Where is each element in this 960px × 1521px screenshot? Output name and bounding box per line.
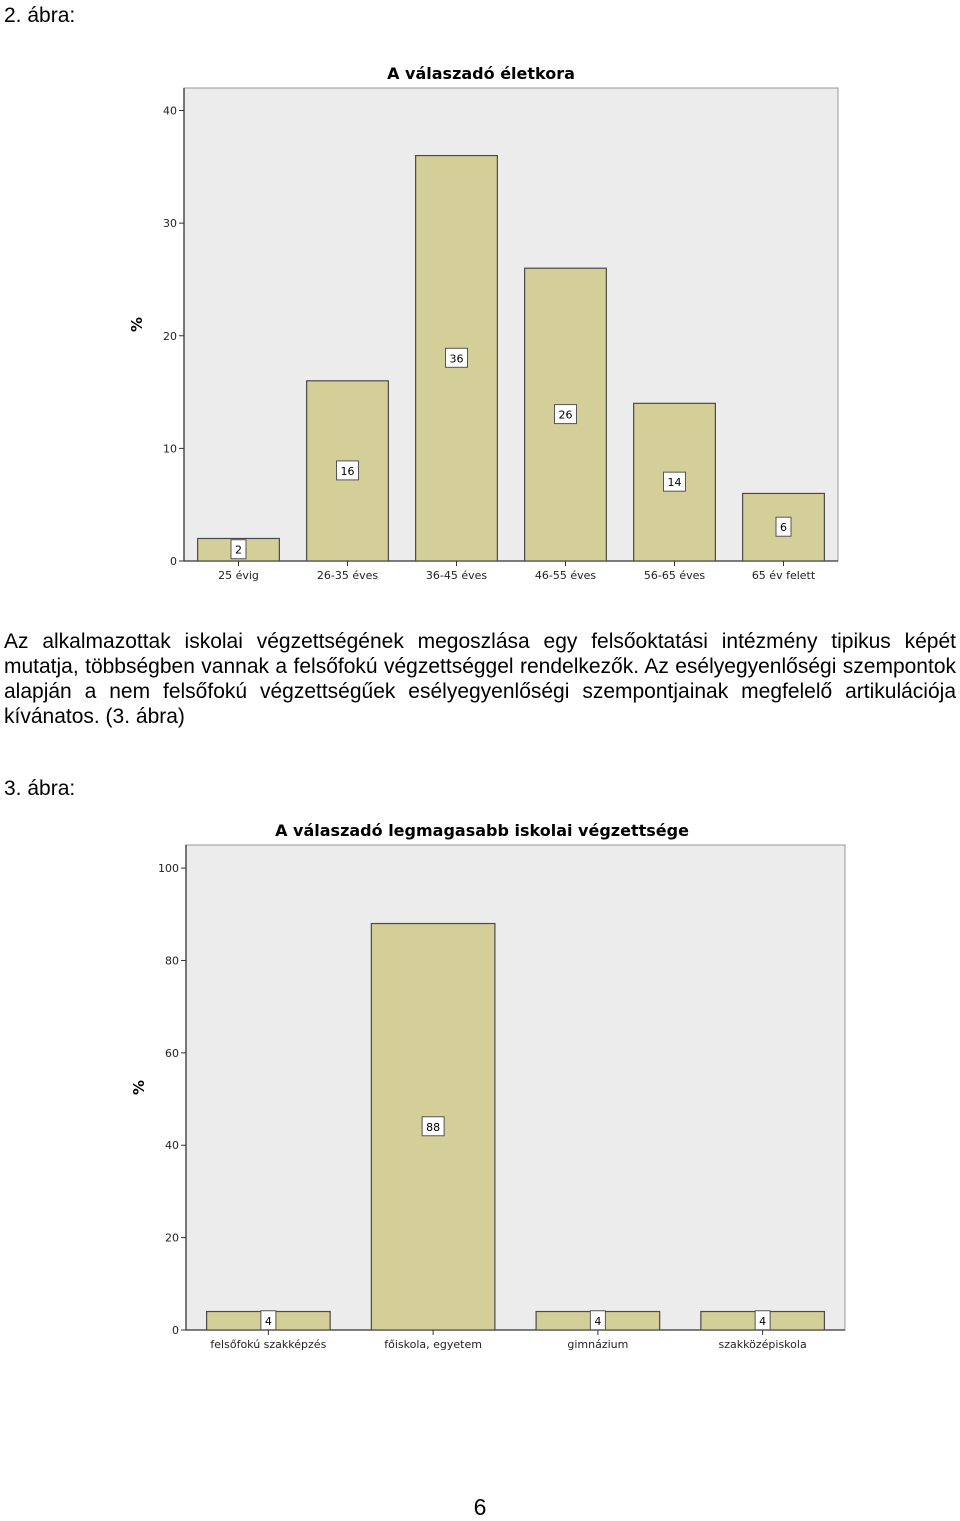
x-tick-label: főiskola, egyetem <box>384 1338 482 1351</box>
y-tick-label: 20 <box>163 329 177 343</box>
y-tick-label: 0 <box>170 555 177 568</box>
x-tick-label: 65 év felett <box>751 569 816 582</box>
data-label: 4 <box>759 1314 767 1328</box>
data-label: 88 <box>426 1120 441 1134</box>
x-tick-label: 36-45 éves <box>425 569 488 582</box>
x-tick-label: 56-65 éves <box>643 569 706 582</box>
x-tick-label: 46-55 éves <box>534 569 597 582</box>
y-tick-label: 80 <box>165 954 179 968</box>
education-bar-chart <box>0 812 960 1362</box>
y-tick-label: 10 <box>163 442 177 456</box>
age-bar-chart <box>0 56 960 596</box>
body-paragraph: Az alkalmazottak iskolai végzettségének megoszlása egy felsőoktatási intézmény tipikus képét mutatja, többségben vannak a felsőfokú végzettséggel rendelkezők. Az esélyegyenlőségi szempontok alapján a nem felsőfokú végzettségűek esélyegyenlőségi szempontjainak megfelelő artikulációja kívánatos. (3. ábra) <box>4 630 956 728</box>
y-tick-label: 20 <box>165 1231 179 1245</box>
x-tick-label: felsőfokú szakképzés <box>210 1338 327 1351</box>
x-tick-label: 26-35 éves <box>316 569 379 582</box>
page-number: 6 <box>473 1494 487 1520</box>
figure-2-label: 2. ábra: <box>4 4 76 27</box>
y-tick-label: 40 <box>165 1139 179 1153</box>
data-label: 26 <box>558 408 573 422</box>
data-label: 16 <box>340 464 355 478</box>
data-label: 4 <box>594 1314 602 1328</box>
plot-area <box>186 845 845 1330</box>
y-axis-title: % <box>130 1079 148 1096</box>
y-tick-label: 0 <box>172 1324 179 1337</box>
x-tick-label: 25 évig <box>218 569 259 582</box>
y-tick-label: 30 <box>163 217 177 231</box>
figure-3-label: 3. ábra: <box>4 777 76 800</box>
chart-title: A válaszadó életkora <box>387 64 575 83</box>
data-label: 2 <box>235 543 242 557</box>
data-label: 6 <box>780 521 787 535</box>
y-tick-label: 40 <box>163 104 177 118</box>
y-tick-label: 60 <box>165 1046 179 1060</box>
education-chart-svg <box>0 812 960 1362</box>
x-tick-label: szakközépiskola <box>718 1338 807 1351</box>
age-chart-svg <box>0 56 960 596</box>
y-tick-label: 100 <box>158 862 179 876</box>
data-label: 4 <box>264 1314 272 1328</box>
x-tick-label: gimnázium <box>567 1338 629 1351</box>
y-axis-title: % <box>128 316 146 333</box>
plot-area <box>184 88 838 561</box>
data-label: 36 <box>449 352 464 366</box>
data-label: 14 <box>667 476 682 490</box>
chart-title: A válaszadó legmagasabb iskolai végzettsége <box>275 821 689 840</box>
